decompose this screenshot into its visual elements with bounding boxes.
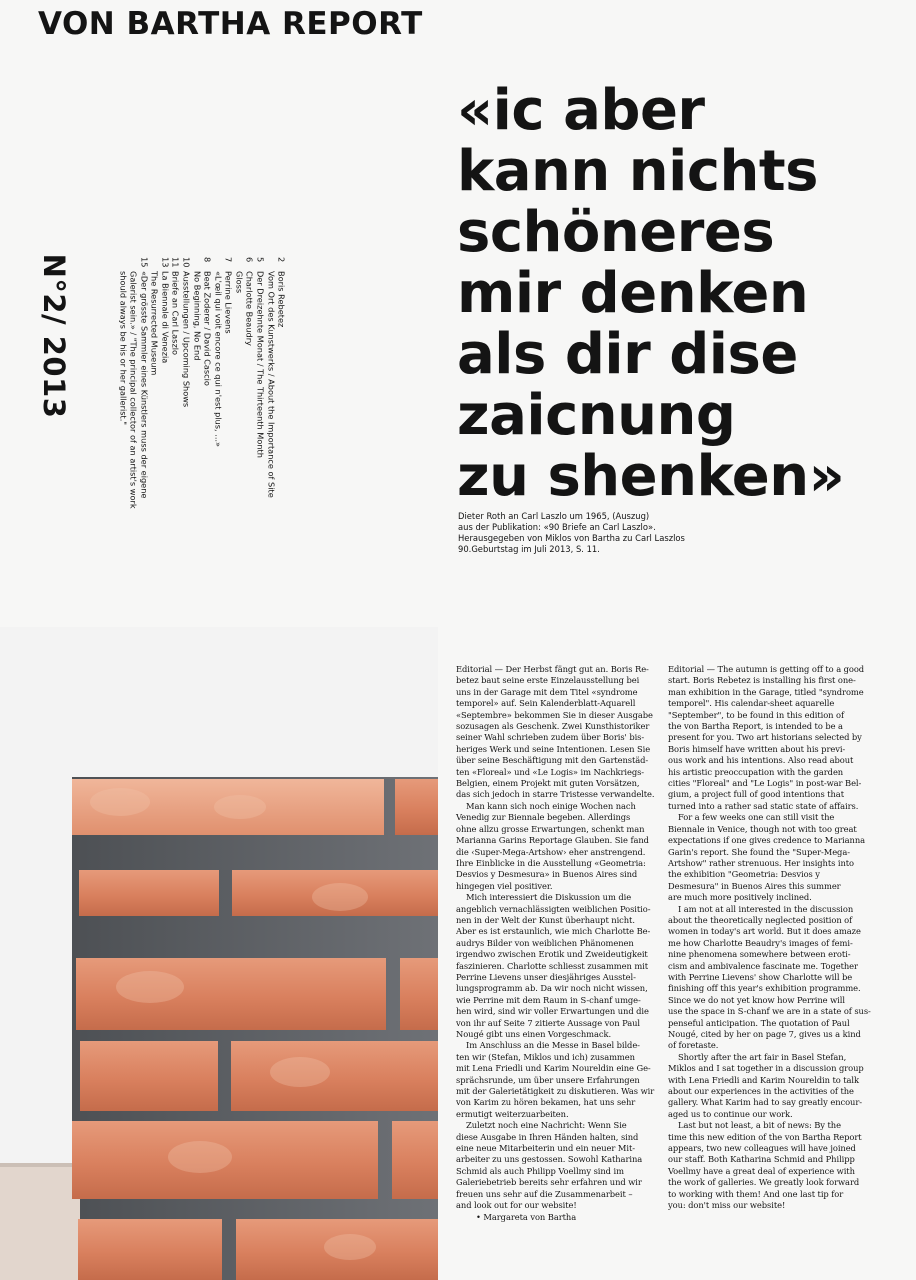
toc-page-number: 13 (159, 257, 170, 268)
text-line: diese Ausgabe in Ihren Händen halten, sind (456, 1131, 639, 1142)
text-line: betez baut seine erste Einzelausstellung bei (456, 675, 640, 686)
text-line: cism and ambivalence fascinate me. Together (668, 960, 858, 971)
text-line: Marianna Garins Reportage Glauben. Sie fand (456, 835, 649, 846)
toc-line: The Resurrected Museum (149, 271, 160, 376)
text-line: sprächsrunde, um über unsere Erfahrungen (456, 1074, 640, 1085)
text-line: use the space in S-chanf we are in a state of sus- (668, 1006, 871, 1017)
toc-lines (150, 271, 170, 375)
text-line: the exhibition "Geometria: Desvios y (668, 869, 820, 880)
text-line: are much more positively inclined. (668, 892, 812, 903)
text-line: and look out for our website! (456, 1200, 577, 1211)
quote-line: zu shenken» (457, 444, 845, 509)
text-line: Desvios y Desmesura» in Buenos Aires sind (456, 869, 638, 880)
editorial-english (668, 664, 871, 1212)
text-line: freuen uns sehr auf die Zusammenarbeit – (456, 1188, 633, 1199)
toc-lines (234, 271, 254, 346)
text-line: mit der Galerietätigkeit zu diskutieren. Was wir (456, 1086, 655, 1097)
text-line: Shortly after the art fair in Basel Stefan, (678, 1051, 847, 1062)
text-line: man exhibition in the Garage, titled "syndrome (668, 686, 864, 697)
text-line: Artshow" rather strenuous. Her insights into (668, 857, 854, 868)
text-line: ohne allzu grosse Erwartungen, schenkt man (456, 823, 645, 834)
quote-line: schöneres (457, 200, 775, 265)
toc-line: should always be his or her gallerist." (118, 271, 129, 426)
text-line: nen in der Welt der Kunst überhaupt nicht. (456, 914, 635, 925)
text-line: Nougé gibt uns einen Vorgeschmack. (456, 1029, 612, 1039)
toc-line: Galerist sein.» / "The principal collector of an artist's work (128, 271, 139, 509)
text-line: faszinieren. Charlotte schliesst zusammen mit (456, 960, 649, 971)
source-line: Dieter Roth an Carl Laszlo um 1965, (Auszug) (458, 511, 650, 521)
text-line: his artistic preoccupation with the garden (668, 766, 844, 777)
toc-page-number: 5 (255, 257, 266, 263)
toc-line: Ausstellungen / Upcoming Shows (181, 271, 192, 408)
quote-line: zaicnung (457, 383, 736, 448)
text-line: you: don't miss our website! (668, 1200, 786, 1211)
toc-line: Boris Rebetez (276, 271, 287, 328)
text-line: Editorial — The autumn is getting off to a good (668, 664, 865, 674)
toc-line: Vom Ort des Kunstwerks / About the Importance of Site (266, 271, 277, 498)
source-line: aus der Publikation: «90 Briefe an Carl Laszlo». (458, 522, 656, 532)
text-line: aged us to continue our work. (668, 1108, 793, 1119)
toc-line: «L'œil qui voit encore ce qui n'est plus, ...» (213, 271, 224, 448)
text-line: von ihr auf Seite 7 zitierte Aussage von Paul (456, 1017, 641, 1028)
text-line: Im Anschluss an die Messe in Basel bilde- (466, 1040, 640, 1051)
text-line: Since we do not yet know how Perrine will (668, 994, 845, 1005)
text-line: about the theoretically neglected position of (668, 914, 853, 925)
quote-line: als dir dise (457, 322, 798, 387)
text-line: with Lena Friedli and Karim Noureldin to talk (668, 1074, 859, 1085)
signature: • Margareta von Bartha (476, 1211, 577, 1222)
text-line: the von Bartha Report, is intended to be a (668, 721, 843, 732)
text-line: ous work and his intentions. Also read about (668, 755, 854, 766)
text-line: Schmid als auch Philipp Voellmy sind im (456, 1165, 624, 1176)
text-line: appears, two new colleagues will have joined (668, 1143, 856, 1154)
text-line: arbeiter zu uns gestossen. Sowohl Katharina (456, 1154, 643, 1165)
text-line: Galeriebetrieb bereits sehr erfahren und wir (456, 1177, 642, 1188)
text-line: cities "Floreal" and "Le Logis" in post-war Bel- (668, 778, 862, 789)
toc-entry (181, 257, 191, 527)
toc-page-number: 10 (181, 257, 192, 268)
text-line: gium, a project full of good intentions that (668, 789, 844, 800)
pull-quote (457, 80, 907, 507)
text-line: temporel» auf. Sein Kalenderblatt-Aquarell (456, 698, 636, 709)
toc-lines (118, 271, 149, 509)
text-line: temporel". His calendar-sheet aquarelle (668, 698, 835, 709)
toc-lines (171, 271, 181, 355)
toc-entry (266, 257, 286, 527)
toc-entry (171, 257, 181, 527)
source-line: Herausgegeben von Miklos von Bartha zu Carl Laszlos (458, 533, 685, 543)
toc-page-number: 15 (138, 257, 149, 268)
text-line: Man kann sich noch einige Wochen nach (466, 800, 636, 811)
text-line: hingegen viel positiver. (456, 880, 553, 891)
text-line: sozusagen als Geschenk. Zwei Kunsthistoriker (456, 721, 650, 732)
text-line: to working with them! And one last tip for (668, 1188, 844, 1199)
toc-lines (255, 271, 265, 458)
text-line: uns in der Garage mit dem Titel «syndrome (456, 686, 638, 697)
toc-entry (118, 257, 149, 527)
toc-page-number: 11 (170, 257, 181, 268)
toc-entry (213, 257, 233, 527)
text-line: penseful anticipation. The quotation of Paul (668, 1017, 850, 1028)
toc-line: Charlotte Beaudry (244, 271, 255, 346)
quote-source (458, 511, 758, 555)
text-line: Perrine Lievens unser diesjähriges Ausstel- (456, 971, 636, 982)
text-line: Nougé, cited by her on page 7, gives us a kind (668, 1029, 861, 1039)
text-line: Ihre Einblicke in die Ausstellung «Geometria: (456, 857, 646, 868)
text-line: hen wird, sind wir voller Erwartungen und die (456, 1006, 649, 1017)
text-line: our staff. Both Katharina Schmid and Philipp (668, 1154, 855, 1165)
text-line: me how Charlotte Beaudry's images of femi- (668, 937, 853, 948)
text-line: eine neue Mitarbeiterin und ein neuer Mit- (456, 1143, 635, 1154)
text-line: start. Boris Rebetez is installing his first one- (668, 675, 856, 686)
toc-entry (234, 257, 254, 527)
text-line: Biennale in Venice, though not with too great (668, 823, 857, 834)
toc-page-number: 6 (244, 257, 255, 263)
text-line: I am not at all interested in the discussion (678, 903, 854, 914)
text-line: Last but not least, a bit of news: By the (678, 1120, 841, 1131)
toc-line: «Der grösste Sammler eines Künstlers muss der eigene (138, 271, 149, 499)
text-line: Desmesura" in Buenos Aires this summer (668, 880, 841, 891)
text-line: Boris himself have written about his previ- (668, 743, 846, 754)
text-line: seiner Wahl schrieben zudem über Boris' bis- (456, 732, 645, 743)
quote-line: «ic aber (457, 78, 705, 143)
text-line: wie Perrine mit dem Raum in S-chanf umge- (456, 994, 641, 1005)
toc-line: Beat Zoderer / David Cascio (202, 271, 213, 386)
toc-lines (192, 271, 212, 386)
toc-page-number: 8 (202, 257, 213, 263)
quote-line: kann nichts (457, 139, 818, 204)
text-line: die ‹Super-Mega-Artshow› eher anstrengend. (456, 846, 646, 857)
toc-line: Briefe an Carl Laszlo (170, 271, 181, 356)
text-line: Venedig zur Biennale begeben. Allerdings (456, 812, 631, 823)
text-line: turned into a rather sad static state of affairs. (668, 800, 859, 811)
toc-lines (213, 271, 233, 447)
text-line: "September", to be found in this edition of (668, 709, 844, 720)
masthead-title: VON BARTHA REPORT (38, 6, 423, 42)
toc-entry (192, 257, 212, 527)
text-line: Voellmy have a great deal of experience with (668, 1165, 855, 1176)
toc-line: Perrine Lievens (223, 271, 234, 334)
text-line: about our experiences in the activities of the (668, 1086, 854, 1097)
toc-entry (255, 257, 265, 527)
brick-wall-photo (0, 627, 438, 1280)
issue-number: N°2/ 2013 (37, 253, 71, 419)
toc-line: Der Dreizehnte Monat / The Thirteenth Month (255, 271, 266, 458)
text-line: «Septembre» bekommen Sie in dieser Ausgabe (456, 709, 653, 720)
text-line: present for you. Two art historians selected by (668, 732, 862, 743)
toc-page-number: 2 (276, 257, 287, 263)
text-line: mit Lena Friedli und Karim Noureldin eine Ge- (456, 1063, 651, 1074)
text-line: women in today's art world. But it does amaze (668, 926, 861, 937)
quote-line: mir denken (457, 261, 809, 326)
text-line: von Karim zu hören bekamen, hat uns sehr (456, 1097, 636, 1108)
toc-entry (150, 257, 170, 527)
text-line: irgendwo zwischen Erotik und Zweideutigkeit (456, 949, 648, 960)
text-line: Garin's report. She found the "Super-Mega- (668, 846, 850, 857)
editorial-german (456, 664, 655, 1223)
text-line: heriges Werk und seine Intentionen. Lesen Sie (456, 743, 651, 754)
text-line: Mich interessiert die Diskussion um die (466, 892, 632, 903)
text-line: das sich jedoch in starre Tristesse verwandelte. (456, 789, 655, 800)
text-line: Zuletzt noch eine Nachricht: Wenn Sie (466, 1120, 627, 1131)
text-line: expectations if one gives credence to Marianna (668, 835, 866, 846)
text-line: angeblich vernachlässigten weiblichen Positio- (456, 903, 651, 914)
table-of-contents (118, 257, 287, 527)
text-line: ermutigt weiterzuarbeiten. (456, 1108, 569, 1119)
toc-line: La Biennale di Venezia (159, 271, 170, 364)
text-line: the work of galleries. We greatly look forward (668, 1177, 860, 1188)
toc-page-number: 7 (223, 257, 234, 263)
toc-lines (266, 271, 286, 498)
text-line: über seine Beschäftigung mit den Gartenstäd- (456, 755, 649, 766)
text-line: Belgien, einem Projekt mit guten Vorsätzen, (456, 778, 640, 789)
text-line: nine phenomena somewhere between eroti- (668, 949, 851, 960)
text-line: ten wir (Stefan, Miklos und ich) zusammen (456, 1051, 635, 1062)
text-line: Miklos and I sat together in a discussion group (668, 1063, 864, 1074)
text-line: finishing off this year's exhibition programme. (668, 983, 861, 994)
toc-line: No Beginning, No End (192, 271, 203, 361)
source-line: 90.Geburtstag im Juli 2013, S. 11. (458, 544, 600, 554)
text-line: Editorial — Der Herbst fängt gut an. Boris Re- (456, 664, 649, 674)
toc-line: Gloss (234, 271, 245, 294)
text-line: audrys Bilder von weiblichen Phänomenen (456, 937, 634, 948)
toc-lines (181, 271, 191, 407)
text-line: Aber es ist erstaunlich, wie mich Charlotte Be- (456, 926, 651, 937)
text-line: of foretaste. (668, 1040, 719, 1051)
text-line: lungsprogramm ab. Da wir noch nicht wissen, (456, 983, 648, 994)
text-line: with Perrine Lievens' show Charlotte will be (668, 971, 853, 982)
text-line: gallery. What Karim had to say greatly encour- (668, 1097, 862, 1108)
text-line: ten «Floreal» und «Le Logis» im Nachkriegs- (456, 766, 645, 777)
text-line: For a few weeks one can still visit the (678, 812, 835, 823)
text-line: time this new edition of the von Bartha Report (668, 1131, 862, 1142)
